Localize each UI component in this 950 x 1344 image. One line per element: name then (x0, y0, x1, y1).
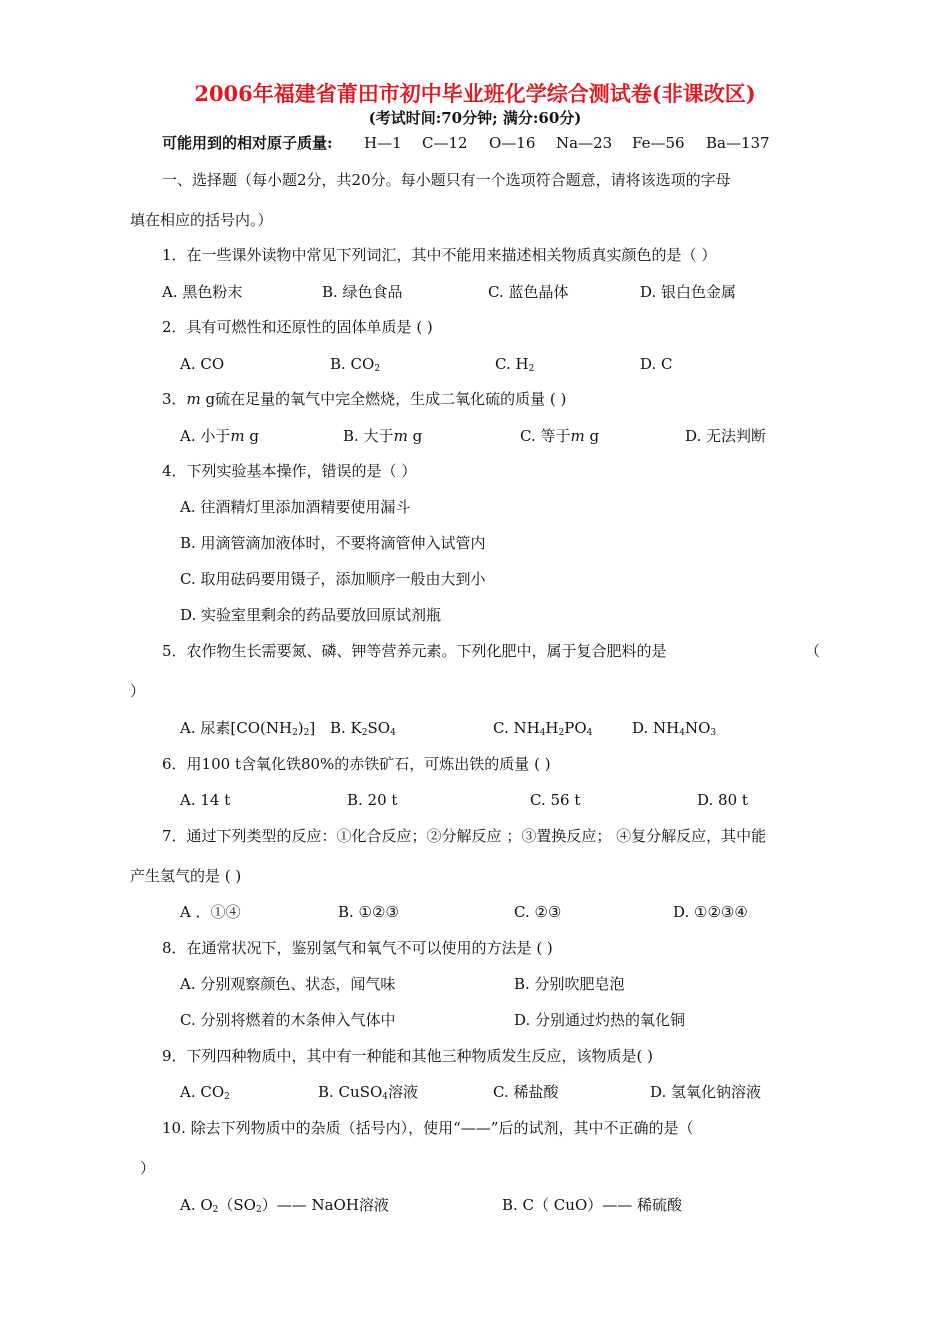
atomic-mass-fe: Fe—56 (632, 134, 685, 152)
section-heading-cont: 填在相应的括号内。） (130, 211, 273, 229)
q6-option-a: A. 14 t (180, 791, 231, 809)
q5-option-d: D. $NH_4NO_3$ (632, 719, 717, 738)
atomic-mass-na: Na—23 (556, 134, 613, 152)
q7-option-b: B. ①②③ (338, 903, 399, 921)
q4-option-d: D. 实验室里剩余的药品要放回原试剂瓶 (180, 606, 442, 624)
q4-option-a: A. 往酒精灯里添加酒精要使用漏斗 (180, 498, 411, 516)
question-10: 10. 除去下列物质中的杂质（括号内），使用“——”后的试剂，其中不正确的是（ (162, 1119, 694, 1137)
q2-option-d: D. C (640, 355, 673, 373)
q1-option-d: D. 银白色金属 (640, 283, 737, 301)
q5-paren-close: ） (130, 682, 146, 700)
q7-option-c: C. ②③ (514, 903, 562, 921)
q9-option-d: D. 氢氧化钠溶液 (650, 1083, 762, 1101)
q8-option-a: A. 分别观察颜色、状态，闻气味 (180, 975, 396, 993)
atomic-mass-h: H—1 (364, 134, 402, 152)
atomic-mass-c: C—12 (422, 134, 468, 152)
question-2: 2．具有可燃性和还原性的固体单质是 ( ) (162, 318, 433, 336)
question-1: 1．在一些课外读物中常见下列词汇，其中不能用来描述相关物质真实颜色的是（ ） (162, 246, 717, 264)
q10-option-a: A. $O_2(SO_2)——$ NaOH溶液 (180, 1196, 389, 1215)
q9-option-b: B. CuSO$_4$溶液 (318, 1083, 419, 1102)
question-9: 9．下列四种物质中，其中有一种能和其他三种物质发生反应，该物质是( ) (162, 1047, 654, 1065)
atomic-mass-ba: Ba—137 (706, 134, 770, 152)
q5-option-c: C. $NH_4H_2PO_4$ (493, 719, 593, 738)
question-6: 6．用100 t含氧化铁80%的赤铁矿石，可炼出铁的质量 ( ) (162, 755, 551, 773)
q6-option-b: B. 20 t (347, 791, 398, 809)
exam-info: (考试时间:70分钟; 满分:60分) (368, 109, 582, 127)
q3-option-d: D. 无法判断 (685, 427, 767, 445)
q1-option-a: A. 黑色粉末 (162, 283, 243, 301)
question-7: 7．通过下列类型的反应：①化合反应；②分解反应 ；③置换反应； ④复分解反应，其中能 (162, 827, 767, 845)
q4-option-c: C. 取用砝码要用镊子，添加顺序一般由大到小 (180, 570, 486, 588)
q10-option-b: B. C（ CuO）—— 稀硫酸 (502, 1196, 683, 1214)
q2-option-a: A. CO (180, 355, 225, 373)
q3-option-b: B. 大于m g (343, 427, 423, 445)
q8-option-b: B. 分别吹肥皂泡 (514, 975, 625, 993)
q7-option-d: D. ①②③④ (673, 903, 748, 921)
question-5: 5．农作物生长需要氮、磷、钾等营养元素。下列化肥中，属于复合肥料的是 (162, 642, 667, 660)
page-title: 2006年福建省莆田市初中毕业班化学综合测试卷(非课改区) (194, 81, 756, 106)
q1-option-b: B. 绿色食品 (322, 283, 403, 301)
q3-option-c: C. 等于m g (520, 427, 600, 445)
q5-option-b: B. $K_2SO_4$ (330, 719, 396, 738)
question-3: 3．m g硫在足量的氧气中完全燃烧，生成二氧化硫的质量 ( ) (162, 390, 567, 408)
question-4: 4．下列实验基本操作，错误的是（ ） (162, 462, 417, 480)
q9-option-c: C. 稀盐酸 (493, 1083, 559, 1101)
q8-option-c: C. 分别将燃着的木条伸入气体中 (180, 1011, 396, 1029)
q6-option-d: D. 80 t (697, 791, 748, 809)
atomic-mass-label: 可能用到的相对原子质量: (162, 134, 333, 152)
q5-paren-open: （ (805, 642, 821, 660)
q7-option-a: A ．①④ (180, 903, 241, 921)
section-heading: 一、选择题（每小题2分，共20分。每小题只有一个选项符合题意，请将该选项的字母 (162, 171, 731, 189)
q8-option-d: D. 分别通过灼热的氧化铜 (514, 1011, 686, 1029)
question-10-cont: ） (140, 1159, 156, 1177)
q3-option-a: A. 小于m g (180, 427, 259, 445)
q4-option-b: B. 用滴管滴加液体时，不要将滴管伸入试管内 (180, 534, 486, 552)
q5-option-a: A. 尿素$[CO(NH_2)_2]$ (180, 719, 316, 738)
question-7-cont: 产生氢气的是 ( ) (130, 867, 242, 885)
q1-option-c: C. 蓝色晶体 (488, 283, 569, 301)
q2-option-c: C. $H_2$ (495, 355, 535, 374)
atomic-mass-o: O—16 (489, 134, 536, 152)
question-8: 8．在通常状况下，鉴别氢气和氧气不可以使用的方法是 ( ) (162, 939, 553, 957)
q2-option-b: B. $CO_2$ (330, 355, 381, 374)
q9-option-a: A. $CO_2$ (180, 1083, 230, 1102)
q6-option-c: C. 56 t (530, 791, 581, 809)
